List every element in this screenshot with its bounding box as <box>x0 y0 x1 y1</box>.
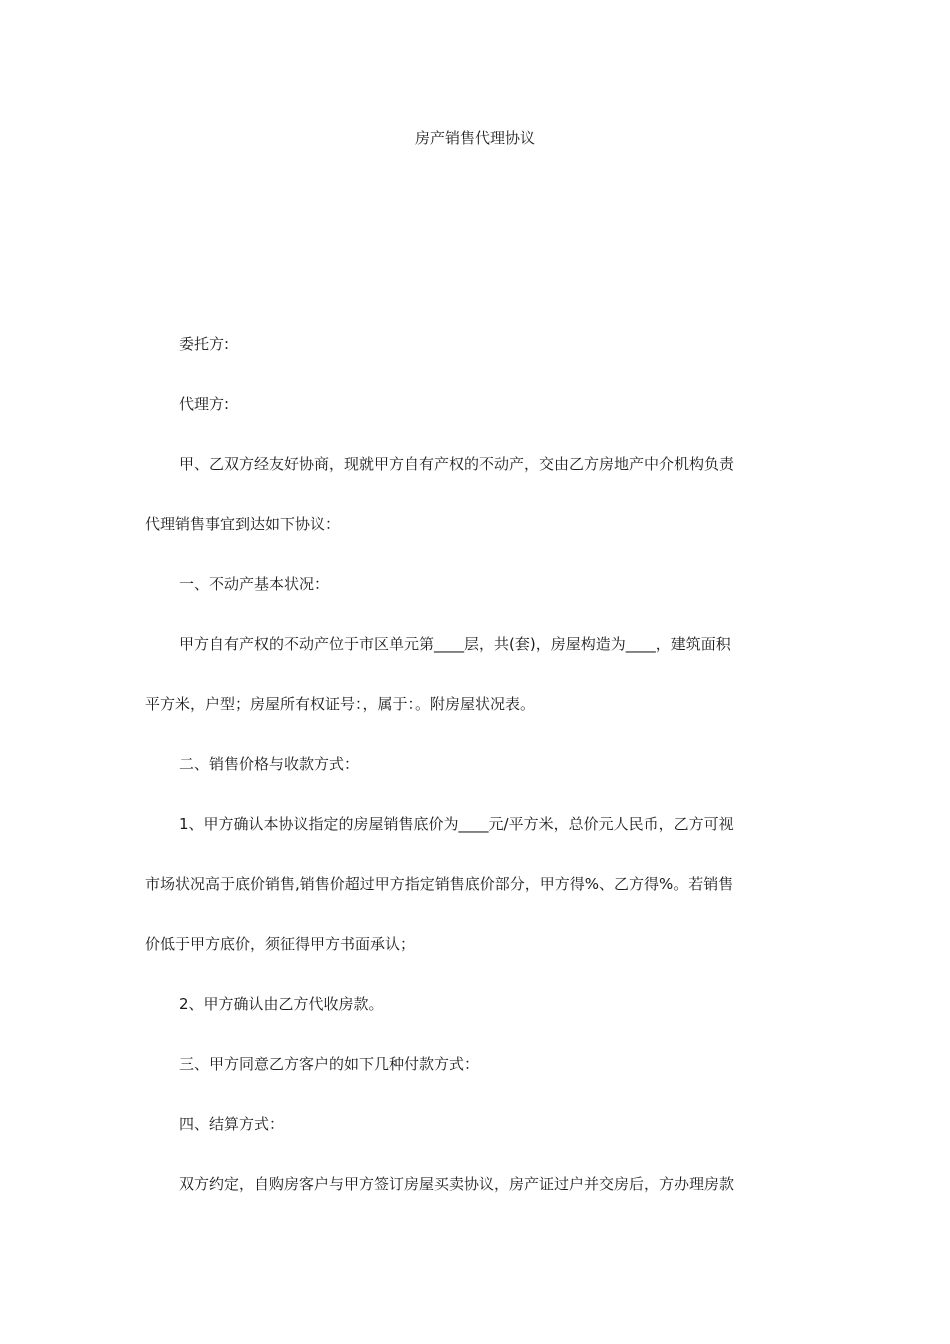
paragraph-line: 平方米，户型；房屋所有权证号：，属于：。附房屋状况表。 <box>145 695 536 713</box>
paragraph-line: 甲、乙双方经友好协商，现就甲方自有产权的不动产，交由乙方房地产中介机构负责 <box>179 455 735 473</box>
paragraph-line: 代理销售事宜到达如下协议： <box>145 515 341 533</box>
paragraph-line: 代理方: <box>179 395 230 413</box>
paragraph-price <box>145 794 805 974</box>
paragraph-line: 市场状况高于底价销售,销售价超过甲方指定销售底价部分，甲方得%、乙方得%。若销售 <box>145 875 734 893</box>
paragraph-line: 二、销售价格与收款方式： <box>179 755 360 773</box>
paragraph-line: 2、甲方确认由乙方代收房款。 <box>179 995 384 1013</box>
document-body <box>145 314 805 1214</box>
paragraph-line: 价低于甲方底价，须征得甲方书面承认； <box>145 935 416 953</box>
paragraph-line: 委托方: <box>179 335 230 353</box>
paragraph-collection <box>145 974 805 1034</box>
section-heading-4 <box>145 1094 805 1154</box>
paragraph-line: 四、结算方式： <box>179 1115 285 1133</box>
section-heading-2 <box>145 734 805 794</box>
paragraph-intro <box>145 434 805 554</box>
paragraph-line: 一、不动产基本状况： <box>179 575 330 593</box>
document-title: 房产销售代理协议 <box>414 129 535 147</box>
section-heading-3 <box>145 1034 805 1094</box>
paragraph-line: 甲方自有产权的不动产位于市区单元第____层，共(套)，房屋构造为____，建筑面积 <box>179 635 731 653</box>
paragraph-client <box>145 314 805 374</box>
paragraph-line: 三、甲方同意乙方客户的如下几种付款方式： <box>179 1055 480 1073</box>
paragraph-agent <box>145 374 805 434</box>
paragraph-settlement <box>145 1154 805 1214</box>
paragraph-line: 双方约定，自购房客户与甲方签订房屋买卖协议，房产证过户并交房后，方办理房款 <box>179 1175 735 1193</box>
paragraph-line: 1、甲方确认本协议指定的房屋销售底价为____元/平方米，总价元人民币，乙方可视 <box>179 815 734 833</box>
section-heading-1 <box>145 554 805 614</box>
paragraph-property <box>145 614 805 734</box>
